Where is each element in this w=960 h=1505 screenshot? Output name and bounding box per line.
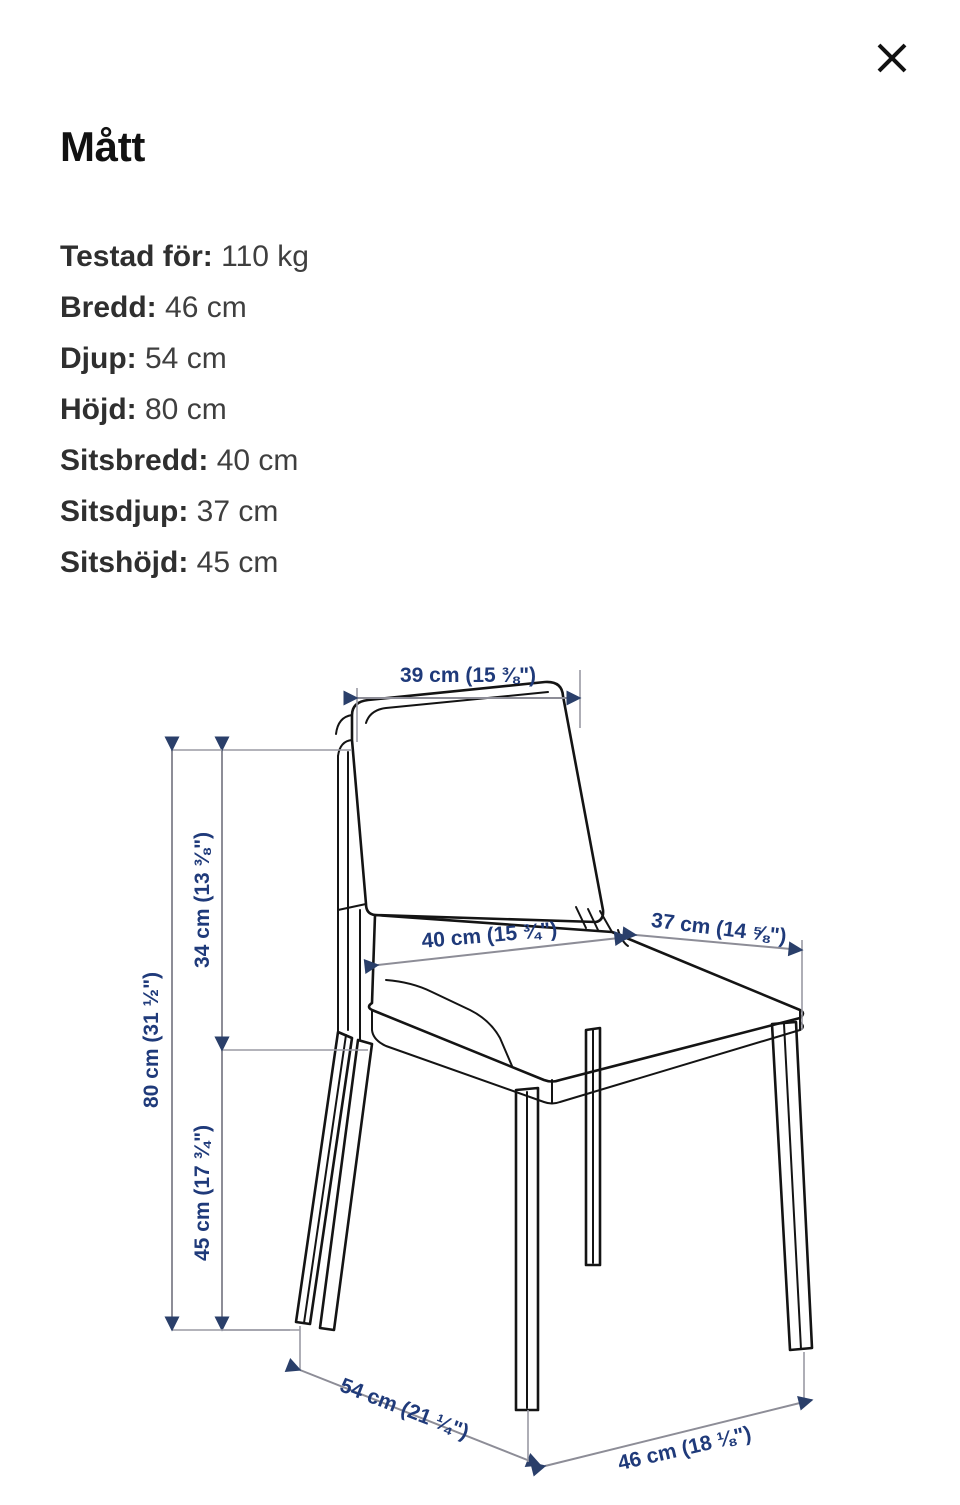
spec-row-seat-width — [60, 435, 309, 486]
spec-label: Bredd: — [60, 291, 157, 324]
label-back-width: 39 cm (15 ⅜") — [399, 664, 537, 687]
dimension-labels — [140, 664, 788, 1475]
close-button[interactable] — [870, 36, 914, 80]
chair-dimension-diagram — [0, 610, 960, 1505]
spec-label: Höjd: — [60, 393, 137, 426]
top-bar — [0, 0, 960, 108]
label-depth: 54 cm (21 ¼") — [336, 1373, 472, 1445]
spec-row-seat-depth — [60, 486, 309, 537]
spec-label: Sitsbredd: — [60, 444, 209, 477]
spec-label: Djup: — [60, 342, 137, 375]
dimension-lines — [172, 670, 812, 1466]
spec-row-height — [60, 384, 309, 435]
spec-row-tested-for — [60, 231, 309, 282]
spec-label: Sitsdjup: — [60, 495, 189, 528]
spec-value: 40 cm — [216, 444, 299, 477]
spec-row-width — [60, 282, 309, 333]
spec-value: 37 cm — [196, 495, 279, 528]
page-title: Mått — [60, 123, 146, 170]
spec-value: 45 cm — [196, 546, 279, 579]
label-back-height: 34 cm (13 ⅜") — [191, 831, 214, 969]
spec-label: Sitshöjd: — [60, 546, 189, 579]
spec-value: 80 cm — [144, 393, 227, 426]
spec-row-depth — [60, 333, 309, 384]
chair-diagram-svg — [0, 610, 960, 1505]
label-seat-width: 40 cm (15 ¾") — [420, 918, 559, 953]
spec-label: Testad för: — [60, 240, 213, 273]
label-seat-height: 45 cm (17 ¾") — [191, 1124, 214, 1262]
label-seat-depth: 37 cm (14 ⅝") — [649, 908, 788, 949]
specification-list — [60, 231, 309, 588]
spec-value: 46 cm — [165, 291, 247, 324]
spec-value: 54 cm — [144, 342, 227, 375]
label-width: 46 cm (18 ⅛") — [615, 1422, 754, 1476]
close-icon — [875, 41, 909, 75]
spec-row-seat-height — [60, 537, 309, 588]
spec-value: 110 kg — [221, 240, 309, 273]
chair-illustration — [296, 682, 812, 1410]
label-total-height: 80 cm (31 ½") — [140, 971, 163, 1109]
